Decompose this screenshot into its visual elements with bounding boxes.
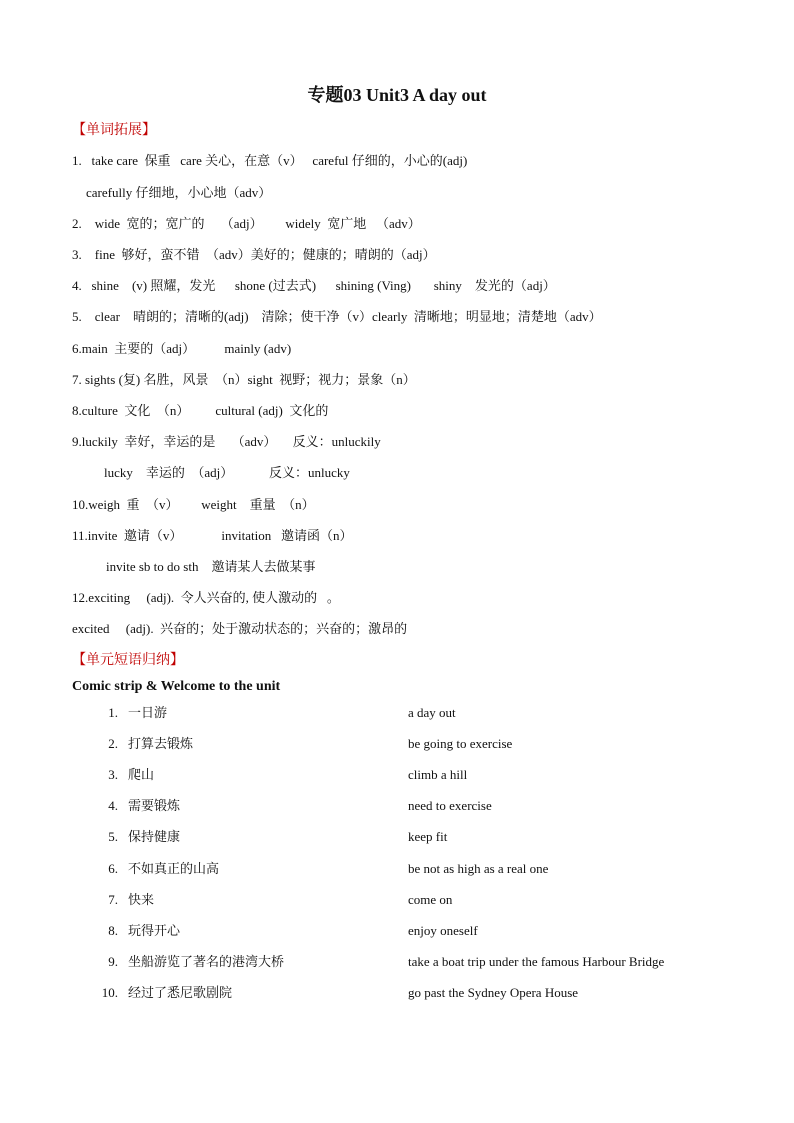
phrase-english: come on <box>408 892 453 907</box>
vocab-line-9: 8.culture 文化 （n） cultural (adj) 文化的 <box>72 403 329 418</box>
phrase-chinese: 不如真正的山高 <box>128 861 220 876</box>
phrase-english: a day out <box>408 705 456 720</box>
phrase-english: enjoy oneself <box>408 923 478 938</box>
phrase-row <box>0 859 794 879</box>
vocab-line-14: invite sb to do sth 邀请某人去做某事 <box>106 559 316 574</box>
vocab-line-6: 5. clear 晴朗的；清晰的(adj) 清除；使干净（v）clearly 清晰地；明显地；清楚地（adv） <box>72 309 602 324</box>
phrase-chinese: 坐船游览了著名的港湾大桥 <box>128 954 285 969</box>
phrase-chinese: 打算去锻炼 <box>128 736 194 751</box>
phrase-number: 3. <box>108 767 118 782</box>
phrase-row <box>0 890 794 910</box>
vocab-line-2: carefully 仔细地，小心地（adv） <box>86 185 272 200</box>
phrase-english: need to exercise <box>408 798 492 813</box>
vocab-line-11: lucky 幸运的 （adj） 反义：unlucky <box>104 465 350 480</box>
phrase-number: 10. <box>101 985 118 1000</box>
phrase-chinese: 保持健康 <box>128 829 181 844</box>
phrase-number: 7. <box>108 892 118 907</box>
phrase-row <box>0 983 794 1003</box>
vocab-line-13: 11.invite 邀请（v） invitation 邀请函（n） <box>72 528 353 543</box>
phrase-chinese: 爬山 <box>128 767 155 782</box>
phrase-number: 6. <box>108 861 118 876</box>
phrase-chinese: 一日游 <box>128 705 168 720</box>
vocab-line-4: 3. fine 够好，蛮不错 （adv）美好的；健康的；晴朗的（adj） <box>72 247 436 262</box>
phrase-row <box>0 703 794 723</box>
phrase-english: be going to exercise <box>408 736 513 751</box>
phrase-row <box>0 796 794 816</box>
subheading-comic-strip: Comic strip & Welcome to the unit <box>72 679 281 694</box>
page-title: 专题03 Unit3 A day out <box>307 85 487 105</box>
phrase-number: 8. <box>108 923 118 938</box>
phrase-number: 4. <box>108 798 118 813</box>
phrase-chinese: 快来 <box>128 892 155 907</box>
vocab-line-1: 1. take care 保重 care 关心，在意（v） careful 仔细的，小心的(adj) <box>72 153 468 168</box>
phrase-row <box>0 952 794 972</box>
phrase-english: go past the Sydney Opera House <box>408 985 579 1000</box>
vocab-line-3: 2. wide 宽的；宽广的 （adj） widely 宽广地 （adv） <box>72 216 421 231</box>
phrase-english: keep fit <box>408 829 448 844</box>
phrase-chinese: 需要锻炼 <box>128 798 181 813</box>
phrase-english: take a boat trip under the famous Harbour Bridge <box>408 954 665 969</box>
phrase-english: be not as high as a real one <box>408 861 549 876</box>
phrase-number: 9. <box>108 954 118 969</box>
vocab-line-7: 6.main 主要的（adj） mainly (adv) <box>72 341 292 356</box>
phrase-number: 2. <box>108 736 118 751</box>
phrase-number: 1. <box>108 705 118 720</box>
vocab-line-15: 12.exciting (adj). 令人兴奋的, 使人激动的 。 <box>72 590 340 605</box>
section-heading-phrases: 【单元短语归纳】 <box>72 653 184 668</box>
vocab-line-12: 10.weigh 重 （v） weight 重量 （n） <box>72 497 315 512</box>
phrase-number: 5. <box>108 829 118 844</box>
vocab-line-10: 9.luckily 幸好，幸运的是 （adv） 反义：unluckily <box>72 434 381 449</box>
phrase-row <box>0 765 794 785</box>
phrase-chinese: 经过了悉尼歌剧院 <box>128 985 233 1000</box>
phrase-row <box>0 734 794 754</box>
vocab-line-16: excited (adj). 兴奋的；处于激动状态的；兴奋的；激昂的 <box>72 621 408 636</box>
phrase-row <box>0 921 794 941</box>
phrase-chinese: 玩得开心 <box>128 923 181 938</box>
phrase-row <box>0 827 794 847</box>
vocab-line-8: 7. sights (复) 名胜，风景 （n）sight 视野；视力；景象（n） <box>72 372 416 387</box>
phrase-english: climb a hill <box>408 767 468 782</box>
section-heading-vocabulary: 【单词拓展】 <box>72 123 156 138</box>
vocab-line-5: 4. shine (v) 照耀，发光 shone (过去式) shining (Ving) shiny 发光的（adj） <box>72 278 556 293</box>
